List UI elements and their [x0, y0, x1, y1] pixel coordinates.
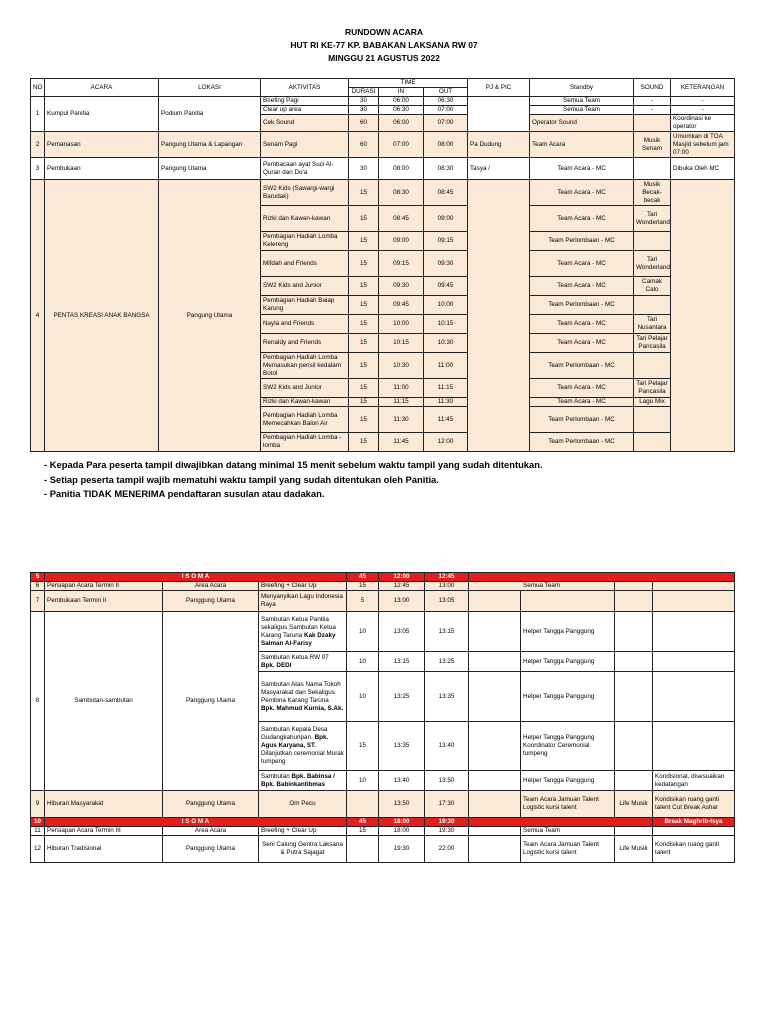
cell-out: 08:30 — [424, 158, 468, 180]
cell-sound: Tari Nusantara — [634, 315, 671, 334]
cell-acara: Sambutan-sambutan — [45, 612, 163, 791]
cell-sound — [615, 771, 653, 791]
cell-isoma-label: I S O M A — [45, 818, 347, 827]
cell-aktivitas — [259, 672, 347, 722]
cell-lokasi: Pangung Utama & Lapangan — [159, 132, 261, 158]
cell-out: 11:45 — [424, 407, 468, 433]
cell-aktivitas: Om Pecu — [259, 791, 347, 818]
cell-keterangan: Dibuka Oleh MC — [671, 158, 735, 180]
cell-out: 08:45 — [424, 180, 468, 206]
cell-empty — [469, 591, 521, 612]
cell-standby: Team Perlombaan - MC — [530, 232, 634, 251]
cell-in: 13:25 — [379, 672, 425, 722]
cell-durasi: 60 — [349, 132, 379, 158]
cell-keterangan — [671, 180, 735, 452]
note-line: - Kepada Para peserta tampil diwajibkan datang minimal 15 menit sebelum waktu tampil yang sudah ditentukan. — [44, 459, 543, 470]
cell-keterangan — [653, 612, 735, 652]
cell-aktivitas: SW2 Kids and Junior — [261, 277, 349, 296]
aktivitas-text: Sambutan Atas Nama Tokoh Masyarakat dan Sekaligus Pembina Karang Taruna — [261, 680, 341, 704]
cell-in: 09:15 — [379, 251, 424, 277]
cell-out: 10:00 — [424, 296, 468, 315]
cell-out: 13:25 — [425, 652, 469, 672]
cell-pj: Helper Tangga Panggung — [521, 672, 615, 722]
cell-aktivitas: Breefing + Clear Up — [259, 827, 347, 836]
cell-durasi: 15 — [349, 407, 379, 433]
cell-sound: Tari Pelajar Pancasila — [634, 379, 671, 398]
cell-aktivitas: Pembagian Hadiah Balap Karung — [261, 296, 349, 315]
cell-lokasi: Panggung Utama — [163, 612, 259, 791]
cell-pj: Semua Team — [521, 827, 615, 836]
cell-aktivitas: Pembagian Hadiah Lomba - lomba — [261, 433, 349, 452]
rundown-table-morning — [30, 78, 735, 452]
cell-aktivitas: Seni Calung Gentra Laksana & Putra Sajagat — [259, 836, 347, 863]
cell-standby: Team Perlombaan - MC — [530, 296, 634, 315]
aktivitas-text: Sambutan Kepala Desa Gudangkahuripan. — [261, 726, 328, 741]
cell-in: 13:00 — [379, 591, 425, 612]
cell-acara: Pembukaan Termin II — [45, 591, 163, 612]
cell-durasi: 15 — [349, 251, 379, 277]
cell-in: 06:00 — [379, 97, 424, 106]
cell-in: 08:00 — [379, 158, 424, 180]
table-row — [31, 612, 735, 652]
cell-aktivitas: SW2 Kids and Junior — [261, 379, 349, 398]
cell-out: 11:15 — [424, 379, 468, 398]
cell-durasi: 30 — [349, 106, 379, 115]
cell-in: 11:00 — [379, 379, 424, 398]
cell-acara: Persiapan Acara Termin III — [45, 827, 163, 836]
cell-empty — [469, 827, 521, 836]
cell-sound: Life Musik — [615, 791, 653, 818]
cell-standby: Semua Team — [469, 582, 615, 591]
table-row — [31, 158, 735, 180]
cell-empty — [469, 722, 521, 771]
cell-no: 5 — [31, 573, 45, 582]
cell-out: 12:00 — [424, 433, 468, 452]
cell-out: 09:45 — [424, 277, 468, 296]
cell-keterangan — [653, 827, 735, 836]
cell-no: 8 — [31, 612, 45, 791]
cell-standby: Team Perlombaan - MC — [530, 353, 634, 379]
cell-sound — [634, 433, 671, 452]
table-row — [31, 132, 735, 158]
cell-out: 09:00 — [424, 206, 468, 232]
cell-pj: Helper Tangga Panggung — [521, 652, 615, 672]
cell-out: 13:40 — [425, 722, 469, 771]
cell-in: 13:35 — [379, 722, 425, 771]
cell-sound: Tari Pelajar Pancasila — [634, 334, 671, 353]
cell-sound — [615, 827, 653, 836]
cell-sound: Tari Wonderland — [634, 251, 671, 277]
note-line: - Panitia TIDAK MENERIMA pendaftaran susulan atau dadakan. — [44, 488, 325, 499]
cell-aktivitas: Mifdah and Friends — [261, 251, 349, 277]
cell-standby: Team Perlombaan - MC — [530, 433, 634, 452]
cell-pj: Helper Tangga Panggung Koordinator Ceremonial tumpeng — [521, 722, 615, 771]
cell-durasi: 15 — [349, 277, 379, 296]
cell-durasi: 15 — [349, 398, 379, 407]
aktivitas-name: Kak Dzaky Salman Al-Farisy — [261, 631, 336, 647]
cell-standby: Team Acara - MC — [530, 398, 634, 407]
cell-out: 13:50 — [425, 771, 469, 791]
cell-aktivitas: SW2 Kids (Sawargi-wargi Barudak) — [261, 180, 349, 206]
cell-standby: Team Acara - MC — [530, 180, 634, 206]
cell-in: 11:15 — [379, 398, 424, 407]
header-pj: PJ & PIC — [468, 79, 530, 97]
cell-out: 13:15 — [425, 612, 469, 652]
cell-no: 1 — [31, 97, 45, 132]
cell-sound: Lagu Mix — [634, 398, 671, 407]
cell-pj: Team Acara Jamuan Talent Logistic kursi talent — [521, 791, 615, 818]
cell-durasi: 15 — [347, 582, 379, 591]
cell-out: 10:30 — [424, 334, 468, 353]
cell-acara: Hiburan Tradisional — [45, 836, 163, 863]
cell-in: 09:00 — [379, 232, 424, 251]
cell-out: 13:00 — [425, 582, 469, 591]
cell-durasi — [347, 791, 379, 818]
cell-sound: - — [634, 106, 671, 115]
cell-lokasi: Pangung Utama — [159, 158, 261, 180]
header-sound: SOUND — [634, 79, 671, 97]
cell-aktivitas: Pembagian Hadiah Lomba Memecahkan Balon Air — [261, 407, 349, 433]
header-keterangan: KETERANGAN — [671, 79, 735, 97]
cell-durasi: 30 — [349, 97, 379, 106]
aktivitas-text: Sambutan Ketua Panitia sekaligus Sambutan Ketua Karang Taruna — [261, 615, 336, 639]
cell-lokasi: Panggung Utama — [163, 591, 259, 612]
aktivitas-text: Sambutan Ketua RW 07 — [261, 653, 329, 661]
cell-pj: Helper Tangga Panggung — [521, 612, 615, 652]
isoma-row — [31, 573, 735, 582]
cell-in: 10:15 — [379, 334, 424, 353]
cell-out: 09:15 — [424, 232, 468, 251]
cell-empty — [469, 652, 521, 672]
cell-no: 6 — [31, 582, 45, 591]
cell-in: 19:30 — [379, 836, 425, 863]
cell-in: 07:00 — [379, 132, 424, 158]
cell-aktivitas: Clear up area — [261, 106, 349, 115]
cell-sound: Tari Wonderland — [634, 206, 671, 232]
cell-out: 13:35 — [425, 672, 469, 722]
cell-sound — [615, 591, 653, 612]
cell-out: 11:30 — [424, 398, 468, 407]
cell-keterangan: Kondisional, disesuaikan kedatangan — [653, 771, 735, 791]
cell-empty — [469, 791, 521, 818]
cell-sound — [615, 652, 653, 672]
cell-lokasi: Area Acara — [163, 582, 259, 591]
aktivitas-text: Sambutan — [261, 772, 290, 780]
isoma-row — [31, 818, 735, 827]
note-line: - Setiap peserta tampil wajib mematuhi waktu tampil yang sudah ditentukan oleh Panitia. — [44, 473, 439, 485]
cell-in: 12:00 — [379, 573, 425, 582]
cell-keterangan: - — [671, 97, 735, 106]
cell-standby: Semua Team — [530, 106, 634, 115]
cell-standby: Team Perlombaan - MC — [530, 407, 634, 433]
cell-durasi: 15 — [349, 334, 379, 353]
cell-lokasi: Panggung Utama — [163, 836, 259, 863]
cell-standby: Operator Sound — [530, 115, 634, 132]
cell-out: 19:30 — [425, 818, 469, 827]
cell-sound — [634, 232, 671, 251]
cell-durasi: 5 — [347, 591, 379, 612]
table-row — [31, 97, 735, 106]
cell-durasi: 45 — [347, 818, 379, 827]
cell-sound: Musik Becak-becak — [634, 180, 671, 206]
cell-durasi: 30 — [349, 158, 379, 180]
cell-durasi: 15 — [349, 206, 379, 232]
cell-sound: - — [634, 97, 671, 106]
header-in: IN — [379, 88, 424, 97]
cell-standby: Team Acara - MC — [530, 379, 634, 398]
cell-no: 3 — [31, 158, 45, 180]
cell-sound — [634, 296, 671, 315]
cell-lokasi: Podium Panitia — [159, 97, 261, 132]
cell-sound — [634, 353, 671, 379]
cell-out: 11:00 — [424, 353, 468, 379]
cell-durasi: 15 — [349, 379, 379, 398]
cell-in: 06:30 — [379, 106, 424, 115]
cell-standby: Team Acara - MC — [530, 206, 634, 232]
cell-empty — [469, 818, 653, 827]
cell-durasi: 10 — [347, 672, 379, 722]
cell-lokasi: Pangung Utama — [159, 180, 261, 452]
cell-empty — [469, 836, 521, 863]
cell-aktivitas — [259, 722, 347, 771]
cell-sound — [634, 115, 671, 132]
cell-out: 09:30 — [424, 251, 468, 277]
cell-aktivitas: Nayla and Friends — [261, 315, 349, 334]
document-title-block — [0, 26, 768, 65]
cell-keterangan: Kondisikan ruang ganti talent Cut Break Ashar — [653, 791, 735, 818]
header-acara: ACARA — [45, 79, 159, 97]
cell-aktivitas: Breefing + Clear Up — [259, 582, 347, 591]
title-line-3: MINGGU 21 AGUSTUS 2022 — [328, 53, 440, 63]
header-time: TIME — [349, 79, 468, 88]
cell-keterangan: - — [671, 106, 735, 115]
cell-keterangan: Break Maghrib-Isya — [653, 818, 735, 827]
table-row — [31, 582, 735, 591]
cell-standby: Semua Team — [530, 97, 634, 106]
cell-in: 12:45 — [379, 582, 425, 591]
cell-aktivitas — [259, 652, 347, 672]
cell-aktivitas — [259, 771, 347, 791]
cell-acara: Persiapan Acara Termin II — [45, 582, 163, 591]
cell-empty — [469, 573, 735, 582]
cell-sound — [615, 582, 653, 591]
header-durasi: DURASI — [349, 88, 379, 97]
cell-no: 2 — [31, 132, 45, 158]
cell-sound — [615, 612, 653, 652]
cell-sound: Life Musik — [615, 836, 653, 863]
table-row — [31, 827, 735, 836]
cell-durasi: 15 — [349, 296, 379, 315]
cell-in: 18:00 — [379, 818, 425, 827]
cell-durasi: 15 — [349, 433, 379, 452]
cell-acara: Pemanasan — [45, 132, 159, 158]
aktivitas-name: Bpk. Mahmud Kurnia, S.Ak. — [261, 704, 344, 712]
header-lokasi: LOKASI — [159, 79, 261, 97]
cell-no: 4 — [31, 180, 45, 452]
cell-durasi: 10 — [347, 771, 379, 791]
cell-out: 10:15 — [424, 315, 468, 334]
cell-in: 13:05 — [379, 612, 425, 652]
cell-durasi: 15 — [347, 722, 379, 771]
cell-keterangan: Umumkan di TOA Masjid sebelum jam 07:00 — [671, 132, 735, 158]
cell-durasi: 60 — [349, 115, 379, 132]
cell-sound — [634, 407, 671, 433]
cell-aktivitas — [259, 612, 347, 652]
header-aktivitas: AKTIVITAS — [261, 79, 349, 97]
cell-in: 10:00 — [379, 315, 424, 334]
table-row — [31, 591, 735, 612]
cell-standby: Team Acara - MC — [530, 334, 634, 353]
cell-isoma-label: I S O M A — [45, 573, 347, 582]
cell-in: 08:30 — [379, 180, 424, 206]
table-row — [31, 180, 735, 206]
cell-no: 11 — [31, 827, 45, 836]
cell-standby: Team Acara — [530, 132, 634, 158]
rundown-table-afternoon — [30, 572, 735, 863]
cell-in: 11:45 — [379, 433, 424, 452]
cell-aktivitas: Renaldy and Friends — [261, 334, 349, 353]
cell-pj — [468, 180, 530, 452]
cell-sound: Musik Senam — [634, 132, 671, 158]
aktivitas-name: Bpk. DEDI — [261, 661, 292, 669]
cell-keterangan — [653, 591, 735, 612]
cell-in: 08:45 — [379, 206, 424, 232]
cell-out: 22:00 — [425, 836, 469, 863]
cell-pj: Helper Tangga Panggung — [521, 771, 615, 791]
cell-sound — [615, 722, 653, 771]
cell-durasi: 10 — [347, 652, 379, 672]
cell-aktivitas: Rizki dan Kawan-kawan — [261, 206, 349, 232]
cell-in: 13:50 — [379, 791, 425, 818]
cell-in: 09:30 — [379, 277, 424, 296]
cell-no: 10 — [31, 818, 45, 827]
cell-durasi: 45 — [347, 573, 379, 582]
cell-acara: Pembukaan — [45, 158, 159, 180]
cell-out: 07:00 — [424, 115, 468, 132]
cell-no: 7 — [31, 591, 45, 612]
cell-sound — [634, 158, 671, 180]
cell-acara: Hiburan Masyarakat — [45, 791, 163, 818]
cell-acara: PENTAS KREASI ANAK BANGSA — [45, 180, 159, 452]
cell-pj: Team Acara Jamuan Talent Logistic kursi talent — [521, 836, 615, 863]
cell-in: 11:30 — [379, 407, 424, 433]
aktivitas-extra: Dilanjutkan ceremonial Murak tumpeng — [261, 750, 344, 765]
cell-in: 13:40 — [379, 771, 425, 791]
title-line-1: RUNDOWN ACARA — [344, 27, 424, 37]
aktivitas-name: Bpk. Babinsa / Bpk. Babinkantibmas — [261, 772, 335, 788]
cell-out: 06:30 — [424, 97, 468, 106]
cell-keterangan — [653, 672, 735, 722]
cell-aktivitas: Pembagian Hadiah Lomba Kelereng — [261, 232, 349, 251]
cell-pj: Tasya / — [468, 158, 530, 180]
cell-aktivitas: Pembagian Hadiah Lomba Memasukan pensil kedalam Botol — [261, 353, 349, 379]
cell-pj: Pa Dudung — [468, 132, 530, 158]
cell-aktivitas: Pembacaan ayat Suci Al-Quran dan Do'a — [261, 158, 349, 180]
cell-durasi: 15 — [349, 315, 379, 334]
title-line-2: HUT RI KE-77 KP. BABAKAN LAKSANA RW 07 — [290, 40, 478, 50]
cell-standby: Team Acara - MC — [530, 251, 634, 277]
cell-no: 9 — [31, 791, 45, 818]
cell-durasi: 15 — [349, 232, 379, 251]
cell-in: 10:30 — [379, 353, 424, 379]
cell-out: 07:00 — [424, 106, 468, 115]
cell-empty — [469, 771, 521, 791]
table-row — [31, 791, 735, 818]
cell-empty — [469, 672, 521, 722]
cell-out: 19:30 — [425, 827, 469, 836]
cell-acara: Kumpul Panitia — [45, 97, 159, 132]
notes-block — [44, 458, 543, 502]
cell-standby: Team Acara - MC — [530, 158, 634, 180]
cell-in: 18:00 — [379, 827, 425, 836]
header-out: OUT — [424, 88, 468, 97]
table-row — [31, 836, 735, 863]
aktivitas-name: Bpk. Agus Karyana, ST. — [261, 734, 329, 749]
cell-keterangan: Koordinasi ke operator — [671, 115, 735, 132]
cell-out: 13:05 — [425, 591, 469, 612]
cell-sound — [615, 672, 653, 722]
cell-in: 06:00 — [379, 115, 424, 132]
cell-keterangan — [653, 652, 735, 672]
header-standby: Standby — [530, 79, 634, 97]
cell-no: 12 — [31, 836, 45, 863]
cell-durasi: 10 — [347, 612, 379, 652]
cell-out: 17:30 — [425, 791, 469, 818]
cell-empty — [469, 612, 521, 652]
cell-standby: Team Acara - MC — [530, 277, 634, 296]
cell-keterangan: Kondisikan ruang ganti talent — [653, 836, 735, 863]
cell-keterangan — [653, 582, 735, 591]
cell-durasi: 15 — [347, 827, 379, 836]
cell-durasi — [347, 836, 379, 863]
cell-lokasi: Panggung Utama — [163, 791, 259, 818]
cell-pj — [468, 97, 530, 132]
cell-in: 09:45 — [379, 296, 424, 315]
cell-sound: Camak Calo — [634, 277, 671, 296]
cell-out: 08:00 — [424, 132, 468, 158]
cell-in: 13:15 — [379, 652, 425, 672]
cell-aktivitas: Cek Sound — [261, 115, 349, 132]
cell-aktivitas: Menyanyikan Lagu Indonesia Raya — [259, 591, 347, 612]
cell-pj — [521, 591, 615, 612]
cell-lokasi: Area Acara — [163, 827, 259, 836]
cell-aktivitas: Briefing Pagi — [261, 97, 349, 106]
cell-aktivitas: Senam Pagi — [261, 132, 349, 158]
cell-keterangan — [653, 722, 735, 771]
header-no: NO — [31, 79, 45, 97]
cell-standby: Team Acara - MC — [530, 315, 634, 334]
cell-aktivitas: Rizki dan Kawan-kawan — [261, 398, 349, 407]
cell-durasi: 15 — [349, 353, 379, 379]
cell-out: 12:45 — [425, 573, 469, 582]
cell-durasi: 15 — [349, 180, 379, 206]
